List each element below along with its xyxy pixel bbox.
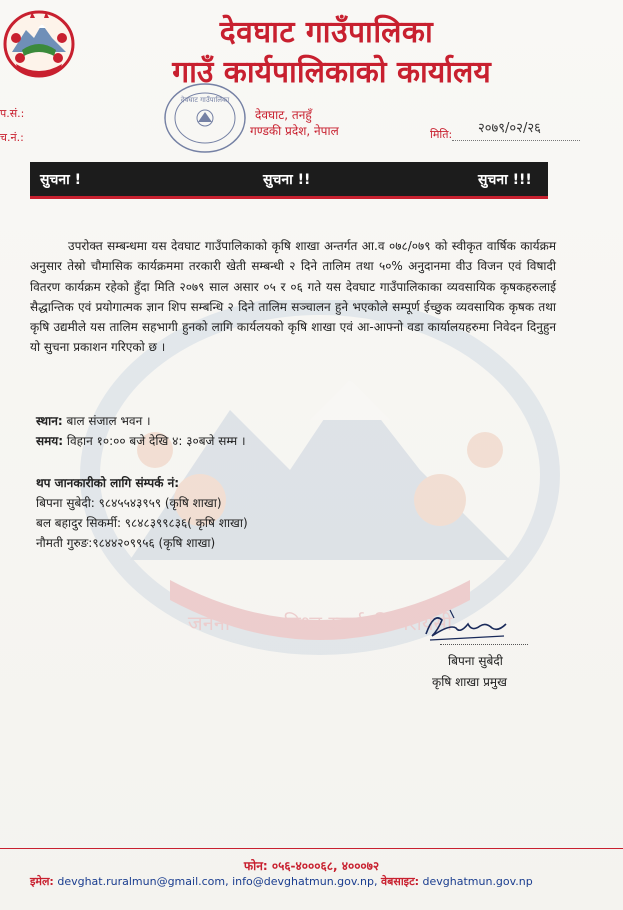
watermark-motto: जननी जन्मभूमिश्च स्वर्गादपि गरीयसी [187, 611, 453, 635]
address-line2: गण्डकी प्रदेश, नेपाल [250, 124, 339, 138]
contacts-heading: थप जानकारीको लागि संम्पर्क नं: [36, 476, 180, 490]
banner-notice-right: सुचना !!! [478, 172, 532, 188]
time-line [36, 432, 246, 449]
banner-notice-center: सुचना !! [263, 172, 311, 188]
date-label: मिति: [430, 128, 453, 141]
email-label: इमेल: [30, 875, 54, 888]
signatory-title: कृषि शाखा प्रमुख [432, 675, 507, 689]
venue-value: बाल संजाल भवन । [62, 414, 151, 428]
reference-number-label: प.सं.: [0, 107, 25, 120]
signature-dotted-line [440, 644, 528, 645]
website-value[interactable]: devghatmun.gov.np [419, 875, 533, 888]
signatory-name: बिपना सुबेदी [448, 654, 503, 668]
venue-label: स्थान: [36, 414, 63, 428]
phone-value: ०५६-४०००६८, ४०००७२ [267, 859, 380, 873]
footer-divider [0, 848, 623, 849]
stamp-text: देवघाट गाउँपालिका [180, 96, 230, 104]
office-title-line1: देवघाट गाउँपालिका [219, 15, 434, 50]
handwritten-signature [420, 606, 510, 646]
contact-item: बल बहादुर सिकर्मी: ९८४८३९९८३६( कृषि शाखा) [36, 516, 248, 530]
time-value: विहान १०:०० बजे देखि ४: ३०बजे सम्म । [63, 434, 246, 448]
notice-body [30, 236, 556, 358]
phone-label: फोन: [243, 859, 268, 873]
footer-contacts [30, 874, 620, 889]
notice-paragraph: उपरोक्त सम्बन्धमा यस देवघाट गाउँपालिकाको कृषि शाखा अन्तर्गत आ.व ०७८/०७९ को स्वीकृत वार्षिक कार्यक्रम अनुसार तेस्रो चौमासिक कार्यक्रममा तरकारी खेती सम्बन्धी २ दिने तालिम तथा ५०% अनुदानमा वीउ विजन एवं विषादी वितरण कार्यक्रम रहेको हुँदा मिति २०७९ साल असार ०५ र ०६ गते यस देवघाट गाउँपालिकाका व्यवसायिक कृषकहरुलाई सैद्धान्तिक एवं प्रयोगात्मक ज्ञान शिप सम्बन्धि २ दिने तालिम सञ्चालन हुने भएकोले सम्पूर्ण ईच्छुक व्यवसायिक कृषक तथा कृषि उद्यमीले यस तालिम सहभागी हुनको लागि कार्यलयको कृषि शाखा एवं आ-आफ्नो वडा कार्यालयहरुमा निवेदन दिनुहुन यो सुचना प्रकाशन गरिएको छ । [30, 239, 556, 355]
contact-item: नौमती गुरुङ:९८४४२०९९५६ (कृषि शाखा) [36, 536, 216, 550]
venue-line [36, 412, 151, 429]
office-title-line2: गाउँ कार्यपालिकाको कार्यालय [172, 55, 491, 90]
banner-notice-left: सुचना ! [40, 172, 82, 188]
contact-item: बिपना सुबेदी: ९८४५५४३९५९ (कृषि शाखा) [36, 496, 222, 510]
footer-phone [0, 857, 623, 874]
address-line1: देवघाट, तनहुँ [255, 108, 312, 122]
date-value: २०७९/०२/२६ [478, 121, 541, 136]
website-label: वेबसाइट: [380, 875, 420, 888]
time-label: समय: [36, 434, 64, 448]
office-stamp [160, 78, 255, 156]
email-value[interactable]: devghat.ruralmun@gmail.com, info@devghatmun.gov.np, [53, 875, 378, 888]
notice-banner [30, 162, 548, 199]
dispatch-number-label: च.नं.: [0, 131, 24, 144]
date-dotted-line [452, 140, 580, 141]
